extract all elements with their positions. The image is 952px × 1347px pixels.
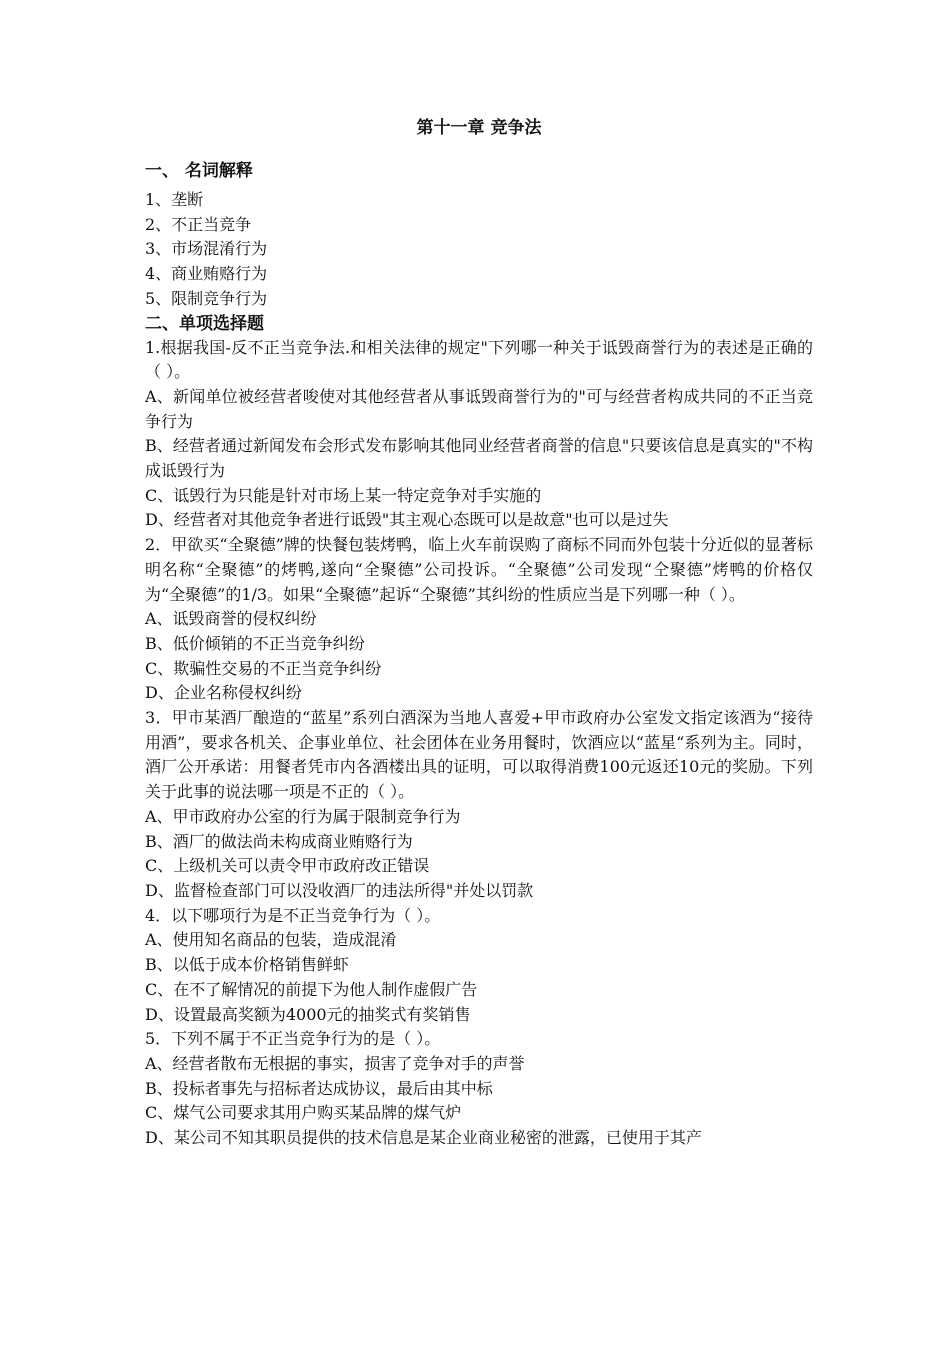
question-option: C、上级机关可以责令甲市政府改正错误 (145, 856, 430, 876)
term-item: 1、垄断 (145, 190, 204, 209)
question-option: D、某公司不知其职员提供的技术信息是某企业商业秘密的泄露，已使用于其产 (145, 1128, 702, 1148)
question-option: D、经营者对其他竞争者进行诋毁"其主观心态既可以是故意"也可以是过失 (145, 510, 669, 530)
question-option: A、经营者散布无根据的事实，损害了竞争对手的声誉 (145, 1053, 525, 1073)
question-option: B、低价倾销的不正当竞争纠纷 (145, 633, 365, 653)
question-option: C、诋毁行为只能是针对市场上某一特定竞争对手实施的 (145, 485, 542, 505)
question-stem: 3．甲市某酒厂酿造的“蓝星”系列白酒深为当地人喜爱+甲市政府办公室发文指定该酒为“接待用酒”，要求各机关、企事业单位、社会团体在业务用餐时，饮酒应以“蓝星“系列为主。同时，酒厂公开承诺：用餐者凭市内各酒楼出具的证明，可以取得消费100元返还10元的奖励。下列关于此事的说法哪一项是不正的（ ）。 (145, 708, 813, 802)
question-option: C、在不了解情况的前提下为他人制作虚假广告 (145, 979, 478, 999)
document-page (145, 116, 813, 1151)
question-option: D、企业名称侵权纠纷 (145, 683, 302, 703)
question-option: B、经营者通过新闻发布会形式发布影响其他同业经营者商誉的信息"只要该信息是真实的"不构成诋毁行为 (145, 436, 813, 481)
section-heading-single-choice: 二、单项选择题 (145, 313, 264, 334)
question-stem: 1.根据我国-反不正当竞争法.和相关法律的规定"下列哪一种关于诋毁商誉行为的表述是正确的（ ）。 (145, 337, 813, 382)
term-list (145, 188, 813, 312)
question-option: A、新闻单位被经营者唆使对其他经营者从事诋毁商誉行为的"可与经营者构成共同的不正当竞争行为 (145, 386, 813, 431)
question-option: C、煤气公司要求其用户购买某品牌的煤气炉 (145, 1103, 462, 1123)
question-option: D、监督检查部门可以没收酒厂的违法所得"并处以罚款 (145, 880, 534, 900)
question-option: B、酒厂的做法尚未构成商业贿赂行为 (145, 831, 413, 851)
term-item: 4、商业贿赂行为 (145, 264, 268, 284)
question-option: B、投标者事先与招标者达成协议，最后由其中标 (145, 1078, 493, 1098)
question-option: D、设置最高奖额为4000元的抽奖式有奖销售 (145, 1004, 471, 1024)
question-option: A、诋毁商誉的侵权纠纷 (145, 609, 317, 629)
question-3 (145, 706, 813, 904)
question-option: C、欺骗性交易的不正当竞争纠纷 (145, 658, 382, 678)
question-option: B、以低于成本价格销售鲜虾 (145, 955, 349, 975)
term-item: 3、市场混淆行为 (145, 239, 268, 259)
chapter-title: 第十一章 竞争法 (416, 118, 542, 138)
term-item: 2、不正当竞争 (145, 214, 252, 234)
question-option: A、甲市政府办公室的行为属于限制竞争行为 (145, 806, 461, 826)
question-1 (145, 336, 813, 534)
question-2 (145, 533, 813, 706)
question-option: A、使用知名商品的包装，造成混淆 (145, 930, 397, 950)
question-stem: 5．下列不属于不正当竞争行为的是（ ）。 (145, 1029, 441, 1049)
term-item: 5、限制竞争行为 (145, 288, 268, 308)
question-5 (145, 1027, 813, 1151)
section-heading-terms: 一、 名词解释 (145, 161, 253, 181)
question-stem: 4．以下哪项行为是不正当竞争行为（ ）。 (145, 905, 441, 925)
question-4 (145, 904, 813, 1028)
question-stem: 2．甲欲买“全聚德”牌的快餐包装烤鸭，临上火车前误购了商标不同而外包装十分近似的显著标明名称“全聚德”的烤鸭,遂向“全聚德”公司投诉。“全聚德”公司发现“仝聚德”烤鸭的价格仅为“全聚德”的1/3。如果“全聚德”起诉“仝聚德”其纠纷的性质应当是下列哪一种（ ）。 (145, 535, 813, 604)
